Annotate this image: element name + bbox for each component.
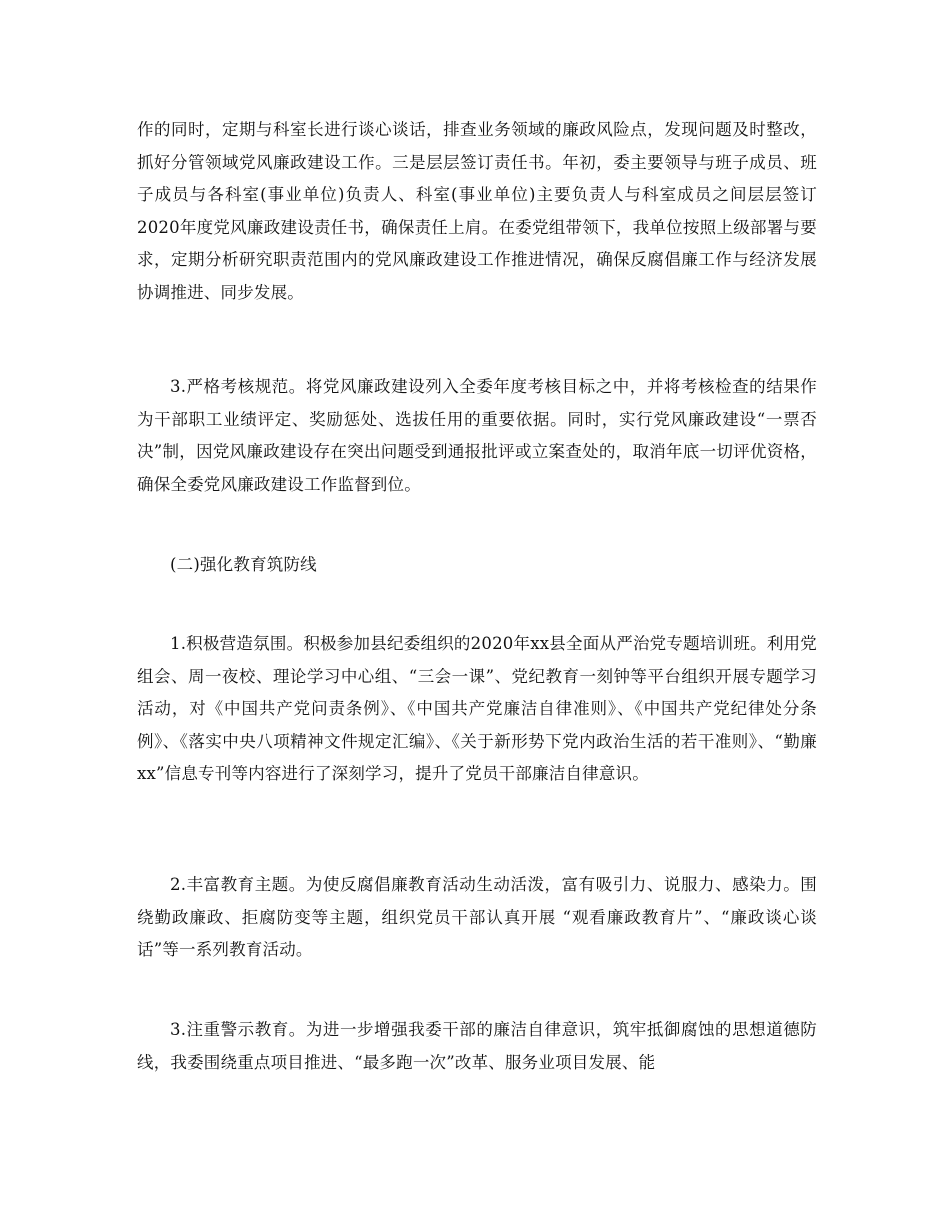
- section-heading: (二)强化教育筑防线: [170, 555, 317, 574]
- paragraph-1: 作的同时，定期与科室长进行谈心谈话，排查业务领域的廉政风险点，发现问题及时整改，抓好分管领域党风廉政建设工作。三是层层签订责任书。年初，委主要领导与班子成员、班子成员与各科室(事业单位)负责人、科室(事业单位)主要负责人与科室成员之间层层签订2020年度党风廉政建设责任书，确保责任上肩。在委党组带领下，我单位按照上级部署与要求，定期分析研究职责范围内的党风廉政建设工作推进情况，确保反腐倡廉工作与经济发展协调推进、同步发展。: [137, 120, 817, 302]
- paragraph-3: 1.积极营造氛围。积极参加县纪委组织的2020年xx县全面从严治党专题培训班。利用党组会、周一夜校、理论学习中心组、“三会一课”、党纪教育一刻钟等平台组织开展专题学习活动，对《中国共产党问责条例》、《中国共产党廉洁自律准则》、《中国共产党纪律处分条例》、《落实中央八项精神文件规定汇编》、《关于新形势下党内政治生活的若干准则》、“勤廉xx”信息专刊等内容进行了深刻学习，提升了党员干部廉洁自律意识。: [137, 634, 817, 783]
- paragraph-4: 2.丰富教育主题。为使反腐倡廉教育活动生动活泼，富有吸引力、说服力、感染力。围绕勤政廉政、拒腐防变等主题，组织党员干部认真开展 “观看廉政教育片”、“廉政谈心谈话”等一系列教育活动。: [137, 875, 817, 959]
- paragraph-5: 3.注重警示教育。为进一步增强我委干部的廉洁自律意识，筑牢抵御腐蚀的思想道德防线，我委围绕重点项目推进、“最多跑一次”改革、服务业项目发展、能: [137, 1020, 817, 1072]
- paragraph-2: 3.严格考核规范。将党风廉政建设列入全委年度考核目标之中，并将考核检查的结果作为干部职工业绩评定、奖励惩处、选拔任用的重要依据。同时，实行党风廉政建设“一票否决”制，因党风廉政建设存在突出问题受到通报批评或立案查处的，取消年底一切评优资格，确保全委党风廉政建设工作监督到位。: [137, 377, 817, 494]
